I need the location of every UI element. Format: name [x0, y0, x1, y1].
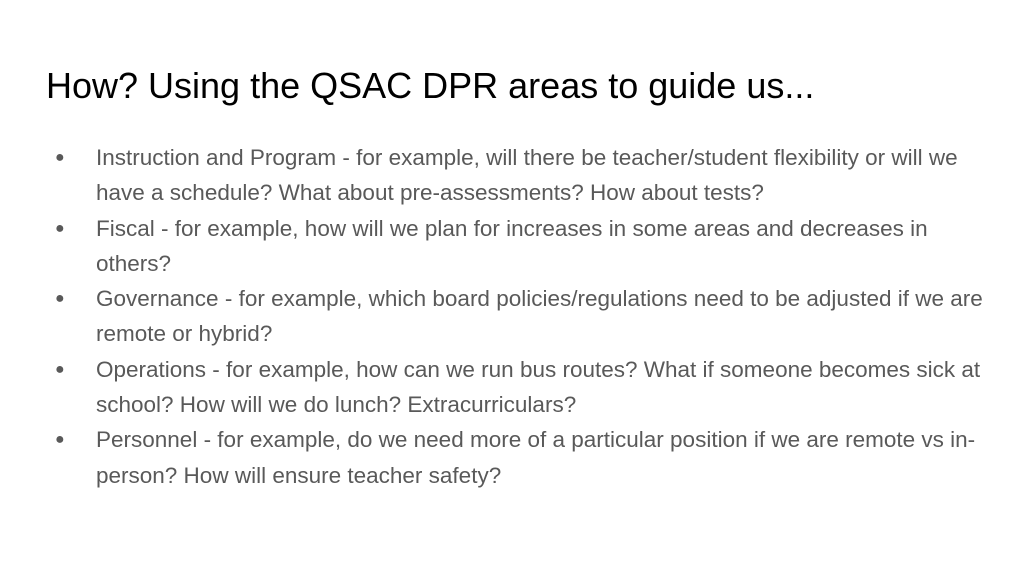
list-item-text: Fiscal - for example, how will we plan for increases in some areas and decreases in others?	[96, 215, 928, 276]
list-item-text: Operations - for example, how can we run bus routes? What if someone becomes sick at school? How will we do lunch? Extracurriculars?	[96, 356, 981, 418]
bullet-list	[55, 140, 985, 493]
slide-title: How? Using the QSAC DPR areas to guide us...	[46, 65, 815, 106]
list-item	[55, 281, 985, 352]
bullet-dot-icon: ●	[55, 290, 65, 308]
list-item	[55, 422, 985, 493]
list-item	[55, 211, 985, 282]
bullet-dot-icon: ●	[55, 360, 65, 378]
list-item	[55, 140, 985, 211]
list-item-text: Personnel - for example, do we need more of a particular position if we are remote vs in-person? How will ensure teacher safety?	[96, 427, 976, 488]
bullet-dot-icon: ●	[55, 431, 65, 449]
list-item-text: Governance - for example, which board policies/regulations need to be adjusted if we are remote or hybrid?	[96, 286, 983, 347]
bullet-dot-icon: ●	[55, 219, 65, 237]
bullet-dot-icon: ●	[55, 149, 65, 166]
list-item-text: Instruction and Program - for example, will there be teacher/student flexibility or will we have a schedule? What about pre-assessments? How about tests?	[96, 145, 958, 206]
list-item	[55, 352, 985, 423]
